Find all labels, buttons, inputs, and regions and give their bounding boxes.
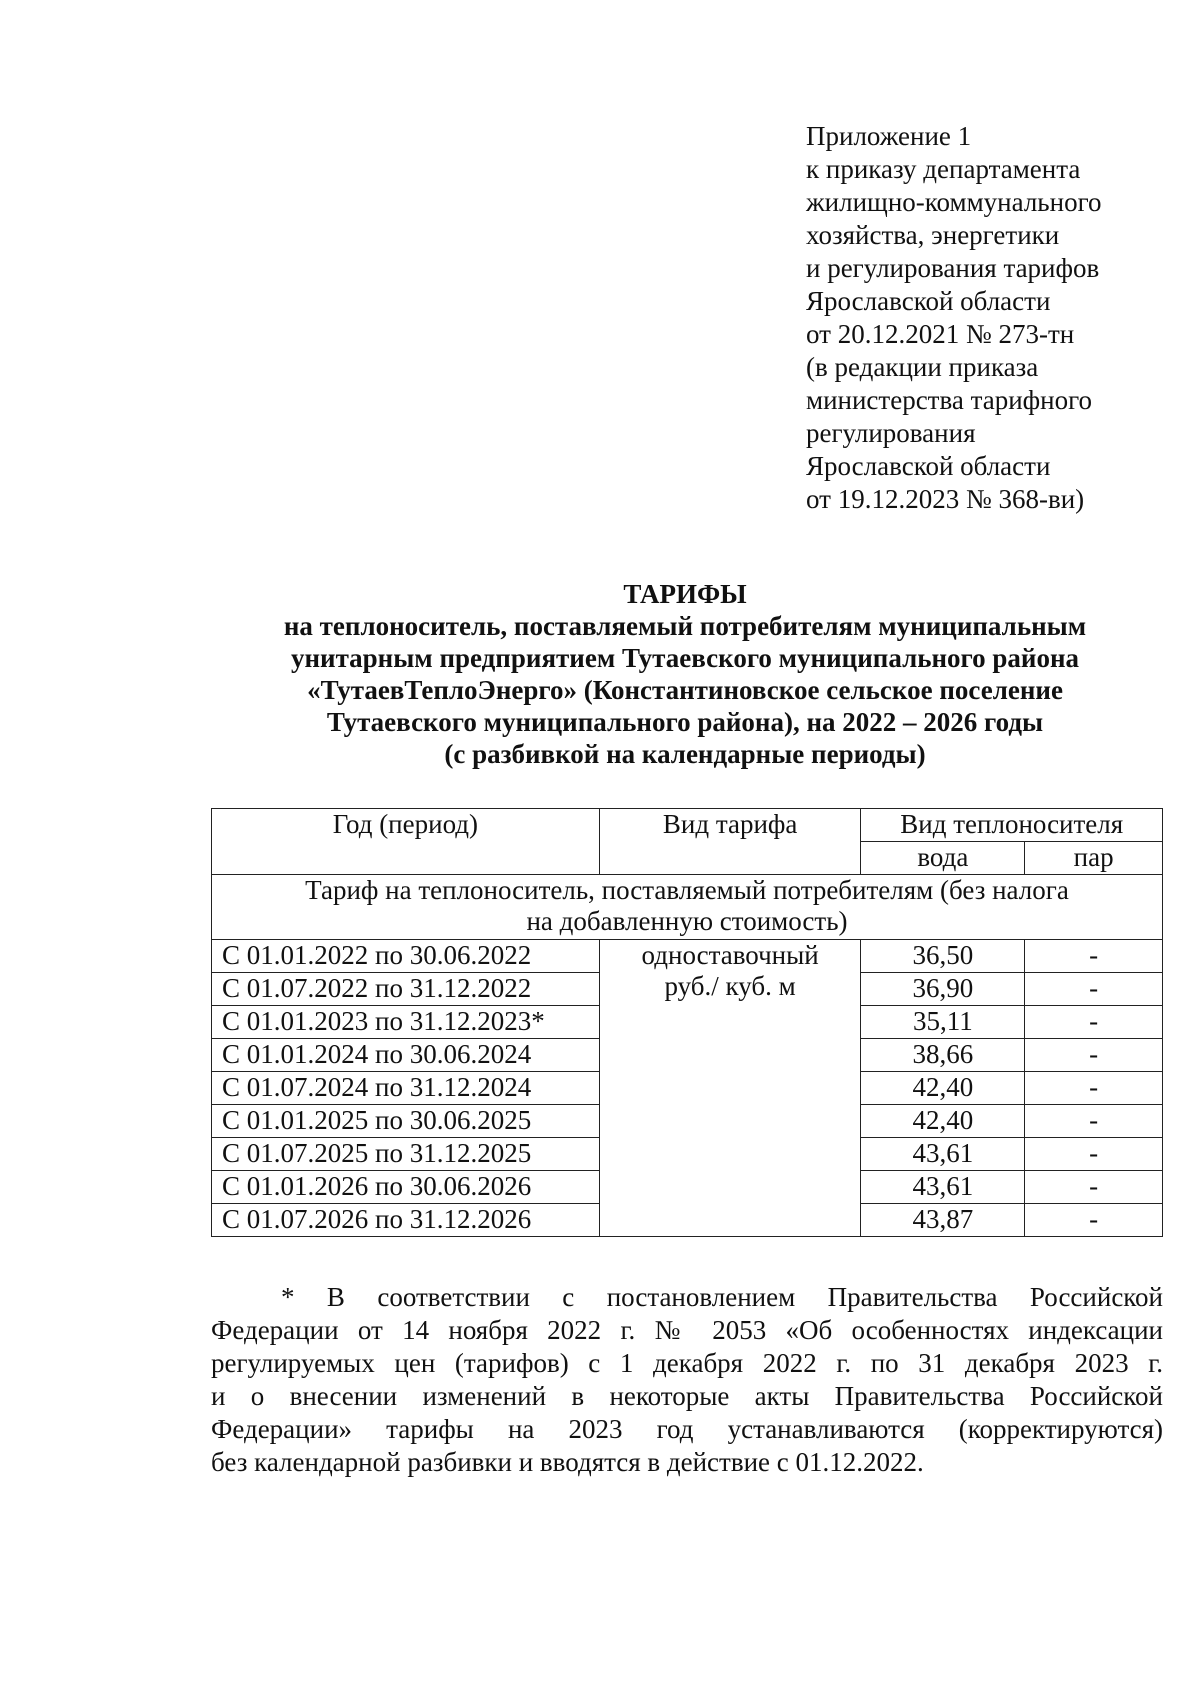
steam-value: - [1025,973,1163,1006]
appendix-line: жилищно-коммунального [806,187,1102,217]
title-line: Тутаевского муниципального района), на 2022 – 2026 годы [326,707,1044,737]
appendix-line: Приложение 1 [806,121,972,151]
steam-value: - [1025,1204,1163,1237]
title-line: на теплоноситель, поставляемый потребителям муниципальным [283,611,1087,641]
period-cell: С 01.01.2023 по 31.12.2023* [212,1006,600,1039]
table-section-row [212,875,1163,940]
appendix-line: (в редакции приказа [806,352,1039,382]
title-line: унитарным предприятием Тутаевского муниципального района [290,643,1080,673]
appendix-line: Ярославской области [806,286,1051,316]
steam-value: - [1025,1006,1163,1039]
water-value: 35,11 [861,1006,1025,1039]
appendix-line: хозяйства, энергетики [806,220,1060,250]
tariff-type-line: руб./ куб. м [664,971,796,1001]
water-value: 43,61 [861,1138,1025,1171]
appendix-block [806,120,1186,516]
period-cell: С 01.07.2026 по 31.12.2026 [212,1204,600,1237]
tariff-type-line: одноставочный [641,940,819,970]
table-header-row [212,809,1163,842]
period-cell: С 01.01.2022 по 30.06.2022 [212,940,600,973]
footnote-line: и о внесении изменений в некоторые акты Правительства Российской [211,1381,1163,1411]
water-value: 42,40 [861,1105,1025,1138]
steam-value: - [1025,1072,1163,1105]
steam-value: - [1025,1039,1163,1072]
footnote-line: Федерации от 14 ноября 2022 г. № 2053 «Об особенностях индексации [211,1315,1163,1345]
tariff-table [211,808,1163,1237]
header-tariff-type: Вид тарифа [599,809,861,875]
title-line: (с разбивкой на календарные периоды) [444,739,926,769]
water-value: 43,61 [861,1171,1025,1204]
appendix-line: Ярославской области [806,451,1051,481]
table-row [212,940,1163,973]
footnote [211,1281,1163,1479]
title-line: «ТутаевТеплоЭнерго» (Константиновское сельское поселение [307,675,1063,705]
title-heading: ТАРИФЫ [623,579,747,609]
header-steam: пар [1025,842,1163,875]
appendix-line: и регулирования тарифов [806,253,1100,283]
document-title [210,578,1160,770]
water-value: 42,40 [861,1072,1025,1105]
footnote-line: Федерации» тарифы на 2023 год устанавливаются (корректируются) [211,1414,1163,1444]
period-cell: С 01.07.2025 по 31.12.2025 [212,1138,600,1171]
steam-value: - [1025,940,1163,973]
water-value: 36,50 [861,940,1025,973]
header-water: вода [861,842,1025,875]
period-cell: С 01.01.2024 по 30.06.2024 [212,1039,600,1072]
period-cell: С 01.07.2022 по 31.12.2022 [212,973,600,1006]
period-cell: С 01.01.2025 по 30.06.2025 [212,1105,600,1138]
period-cell: С 01.01.2026 по 30.06.2026 [212,1171,600,1204]
water-value: 36,90 [861,973,1025,1006]
appendix-line: министерства тарифного [806,385,1093,415]
section-line: Тариф на теплоноситель, поставляемый потребителям (без налога [305,875,1069,905]
header-period: Год (период) [212,809,600,875]
footnote-line: без календарной разбивки и вводятся в действие с 01.12.2022. [211,1447,924,1477]
header-carrier: Вид теплоносителя [861,809,1163,842]
section-line: на добавленную стоимость) [526,906,848,936]
appendix-line: от 19.12.2023 № 368-ви) [806,484,1085,514]
footnote-line: регулируемых цен (тарифов) с 1 декабря 2022 г. по 31 декабря 2023 г. [211,1348,1163,1378]
tariff-type-cell [599,940,861,1237]
steam-value: - [1025,1105,1163,1138]
water-value: 38,66 [861,1039,1025,1072]
steam-value: - [1025,1171,1163,1204]
steam-value: - [1025,1138,1163,1171]
period-cell: С 01.07.2024 по 31.12.2024 [212,1072,600,1105]
section-title [212,875,1163,940]
appendix-line: регулирования [806,418,976,448]
appendix-line: от 20.12.2021 № 273-тн [806,319,1075,349]
footnote-line: * В соответствии с постановлением Правительства Российской [281,1282,1163,1312]
appendix-line: к приказу департамента [806,154,1081,184]
water-value: 43,87 [861,1204,1025,1237]
